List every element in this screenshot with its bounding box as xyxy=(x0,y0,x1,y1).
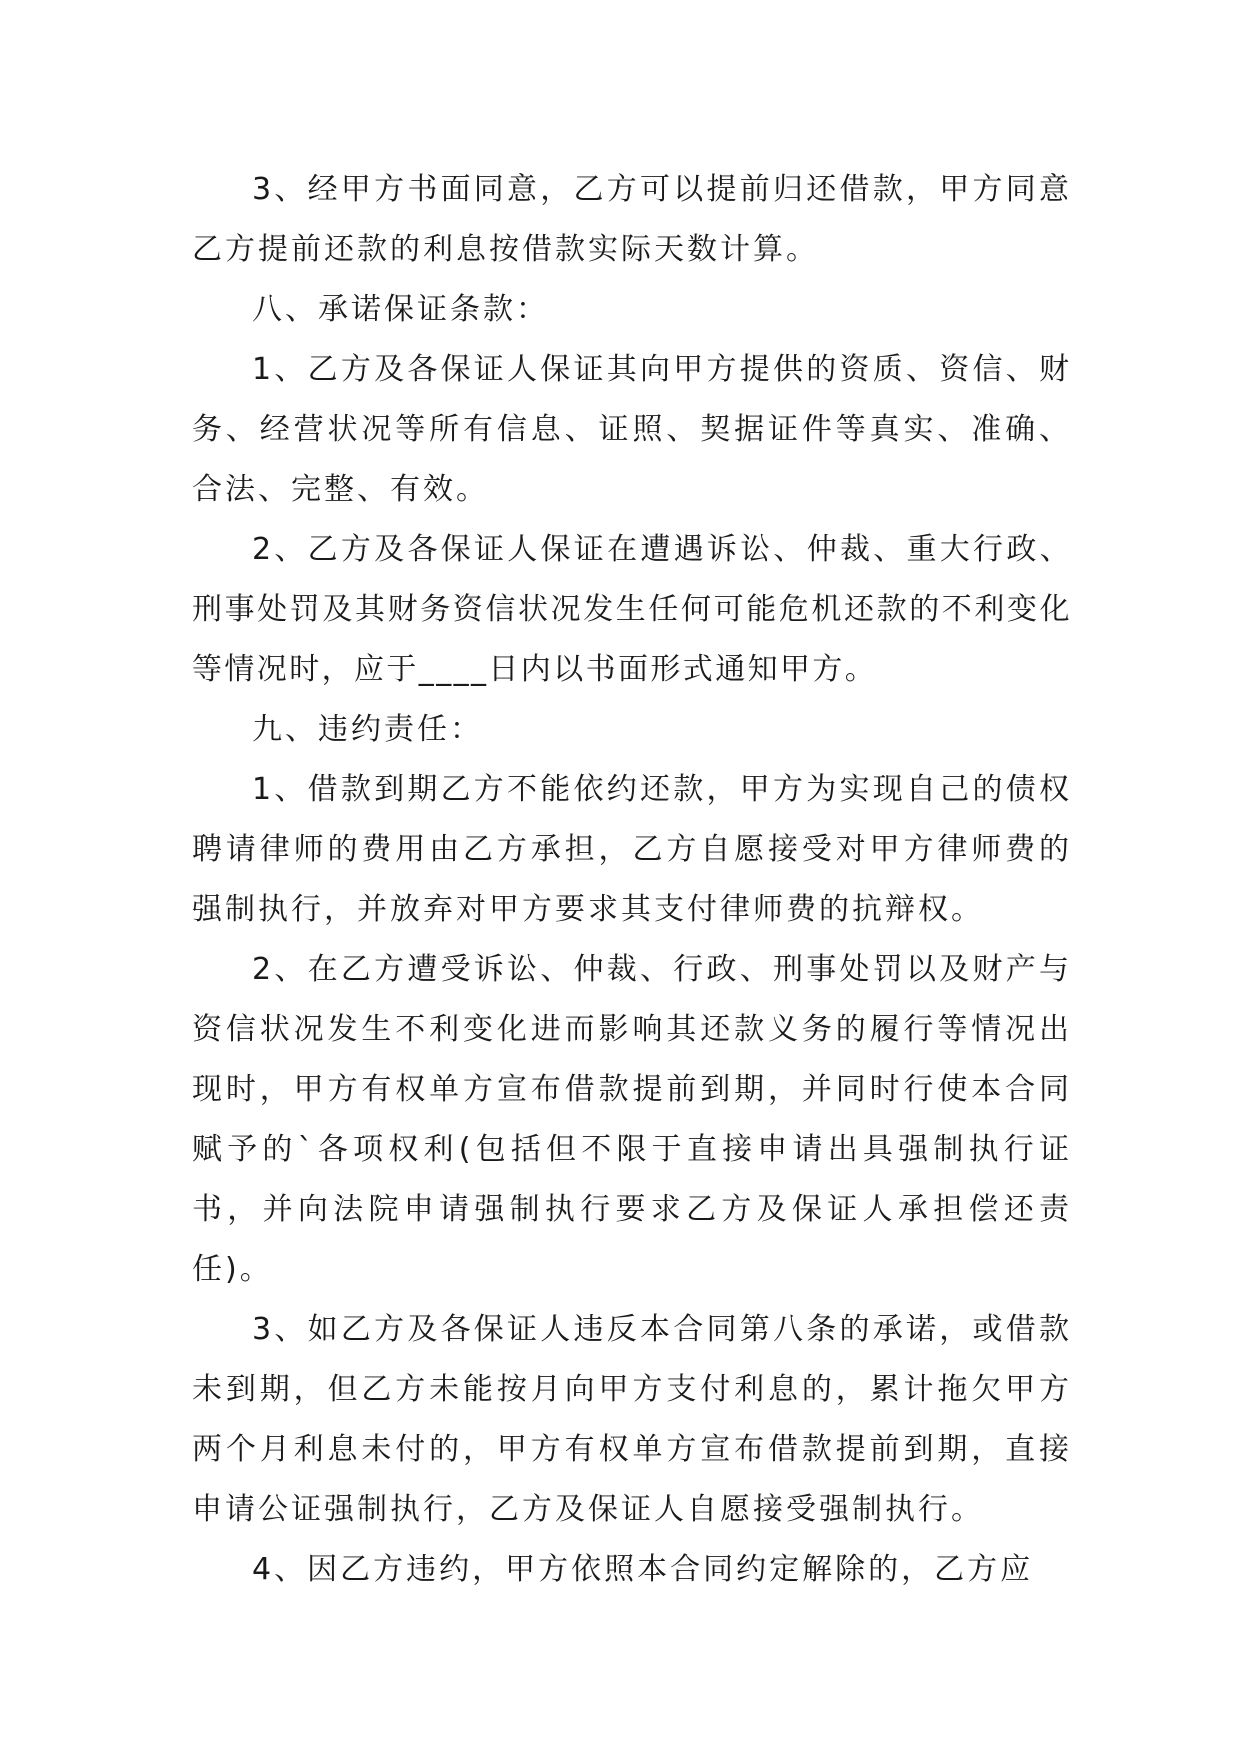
document-body xyxy=(192,160,1072,1600)
paragraph-early-repayment: 3、经甲方书面同意，乙方可以提前归还借款，甲方同意乙方提前还款的利息按借款实际天数计算。 xyxy=(192,172,1072,267)
section-heading-guarantee: 八、承诺保证条款： xyxy=(252,292,549,327)
paragraph-liability-4: 4、因乙方违约，甲方依照本合同约定解除的，乙方应 xyxy=(252,1552,1034,1587)
paragraph-liability-3: 3、如乙方及各保证人违反本合同第八条的承诺，或借款未到期，但乙方未能按月向甲方支付利息的，累计拖欠甲方两个月利息未付的，甲方有权单方宣布借款提前到期，直接申请公证强制执行，乙方及保证人自愿接受强制执行。 xyxy=(192,1312,1072,1527)
paragraph-guarantee-2: 2、乙方及各保证人保证在遭遇诉讼、仲裁、重大行政、刑事处罚及其财务资信状况发生任何可能危机还款的不利变化等情况时，应于____日内以书面形式通知甲方。 xyxy=(192,532,1072,687)
paragraph-liability-2: 2、在乙方遭受诉讼、仲裁、行政、刑事处罚以及财产与资信状况发生不利变化进而影响其还款义务的履行等情况出现时，甲方有权单方宣布借款提前到期，并同时行使本合同赋予的`各项权利(包括但不限于直接申请出具强制执行证书，并向法院申请强制执行要求乙方及保证人承担偿还责任)。 xyxy=(192,952,1072,1287)
section-heading-liability: 九、违约责任： xyxy=(252,712,483,747)
paragraph-liability-1: 1、借款到期乙方不能依约还款，甲方为实现自己的债权聘请律师的费用由乙方承担，乙方自愿接受对甲方律师费的强制执行，并放弃对甲方要求其支付律师费的抗辩权。 xyxy=(192,772,1072,927)
paragraph-guarantee-1: 1、乙方及各保证人保证其向甲方提供的资质、资信、财务、经营状况等所有信息、证照、契据证件等真实、准确、合法、完整、有效。 xyxy=(192,352,1072,507)
